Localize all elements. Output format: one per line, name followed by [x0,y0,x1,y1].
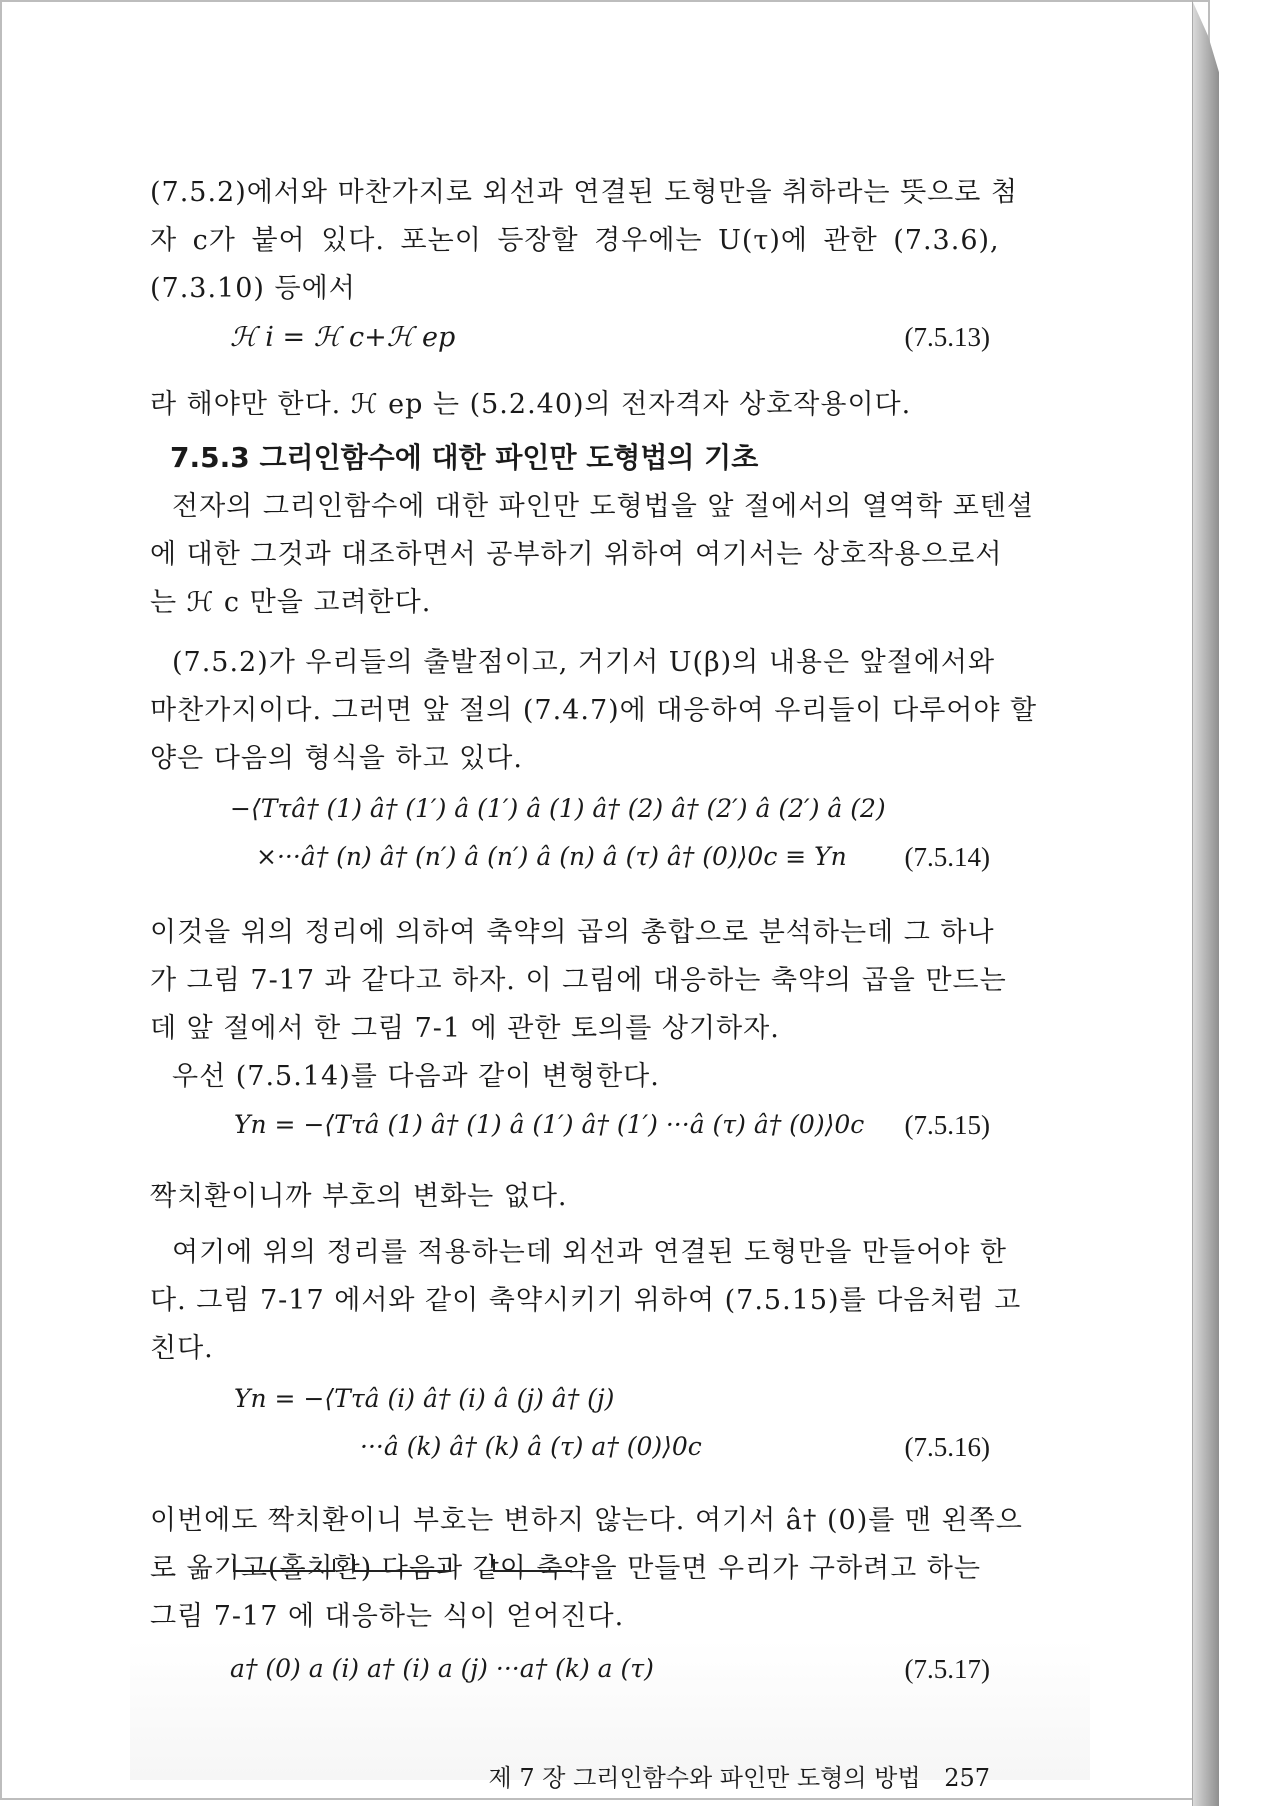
contraction-brackets [232,1557,572,1581]
text-line: 자 c가 붙어 있다. 포논이 등장할 경우에는 U(τ)에 관한 (7.3.6), [150,225,1000,256]
text-line: 로 옮기고(홀치환) 다음과 같이 축약을 만들면 우리가 구하려고 하는 [150,1553,981,1584]
text-line: 다. 그림 7-17 에서와 같이 축약시키기 위하여 (7.5.15)를 다음처럼 고 [150,1285,1022,1316]
equation-number: (7.5.15) [904,1110,990,1140]
text-line: (7.5.2)가 우리들의 출발점이고, 거기서 U(β)의 내용은 앞절에서와 [172,647,996,678]
equation-number: (7.5.16) [904,1432,990,1462]
text-line: (7.5.2)에서와 마찬가지로 외선과 연결된 도형만을 취하라는 뜻으로 첨 [150,177,1018,208]
text-line: 그림 7-17 에 대응하는 식이 얻어진다. [150,1601,625,1632]
equation: a† (0) a (i) a† (i) a (j) ···a† (k) a (τ) [230,1654,654,1683]
text-line: 마찬가지이다. 그러면 앞 절의 (7.4.7)에 대응하여 우리들이 다루어야 할 [150,695,1038,726]
text-line: 양은 다음의 형식을 하고 있다. [150,743,523,774]
equation-number: (7.5.13) [904,322,990,352]
equation-number: (7.5.17) [904,1654,990,1684]
footer-title: 제 7 장 그리인함수와 파인만 도형의 방법 [488,1764,921,1792]
text-line: 짝치환이니까 부호의 변화는 없다. [150,1181,568,1212]
equation: ···â (k) â† (k) â (τ) a† (0)⟩0c [360,1432,702,1461]
page-footer [489,1758,990,1793]
text-line: 여기에 위의 정리를 적용하는데 외선과 연결된 도형만을 만들어야 한 [172,1237,1007,1268]
equation: ×···â† (n) â† (n′) â (n′) â (n) â (τ) â† (0)⟩0c ≡ Yn [256,842,847,871]
text-line: 우선 (7.5.14)를 다음과 같이 변형한다. [172,1061,660,1092]
text-line: 가 그림 7-17 과 같다고 하자. 이 그림에 대응하는 축약의 곱을 만드는 [150,965,1007,996]
text-line: 에 대한 그것과 대조하면서 공부하기 위하여 여기서는 상호작용으로서 [150,539,1003,570]
equation: Yn = −⟨Tτâ (1) â† (1) â (1′) â† (1′) ···â (τ) â† (0)⟩0c [234,1110,865,1139]
text-line: 라 해야만 한다. ℋ ep 는 (5.2.40)의 전자격자 상호작용이다. [150,389,912,420]
equation: −⟨Tτâ† (1) â† (1′) â (1′) â (1) â† (2) â† (2′) â (2′) â (2) [230,794,886,823]
page-number: 257 [944,1764,990,1792]
section-heading: 7.5.3 그리인함수에 대한 파인만 도형법의 기초 [170,441,759,474]
text-line: 이번에도 짝치환이니 부호는 변하지 않는다. 여기서 â† (0)를 맨 왼쪽으 [150,1505,1023,1536]
text-line: 데 앞 절에서 한 그림 7-1 에 관한 토의를 상기하자. [150,1013,780,1044]
page-edge-shadow [1192,0,1219,1806]
equation: Yn = −⟨Tτâ (i) â† (i) â (j) â† (j) [234,1384,615,1413]
text-line: 이것을 위의 정리에 의하여 축약의 곱의 총합으로 분석하는데 그 하나 [150,917,995,948]
text-line: 는 ℋ c 만을 고려한다. [150,587,432,618]
equation: ℋ i = ℋ c+ℋ ep [230,322,456,353]
text-line: 전자의 그리인함수에 대한 파인만 도형법을 앞 절에서의 열역학 포텐셜 [172,491,1035,522]
equation-number: (7.5.14) [904,842,990,872]
text-line: (7.3.10) 등에서 [150,273,356,304]
text-line: 친다. [150,1333,214,1364]
